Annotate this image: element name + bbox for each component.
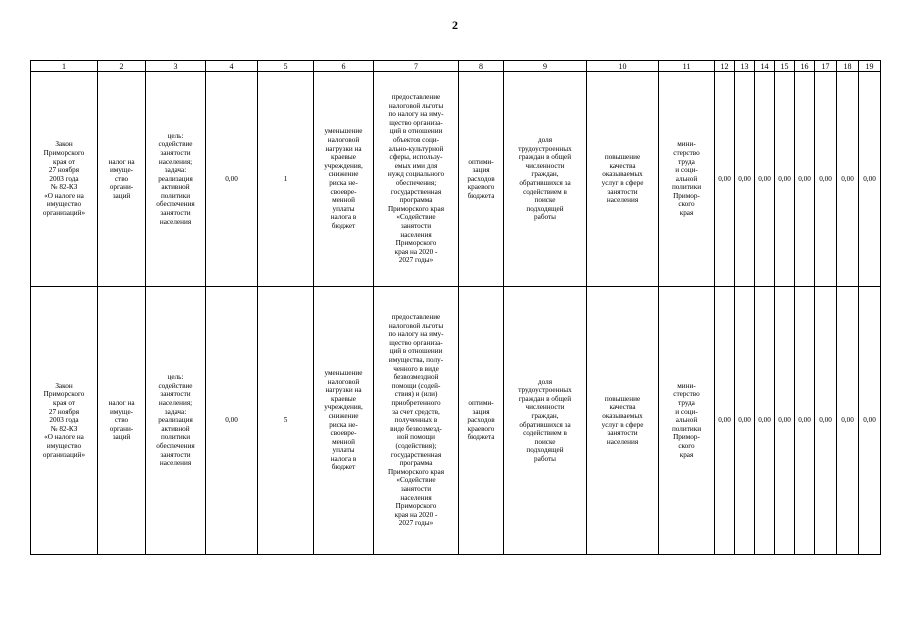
value-cell: 0,00 — [755, 72, 775, 287]
page-number: 2 — [452, 18, 458, 32]
value-cell: 0,00 — [206, 72, 258, 287]
goal-cell: цель: содействие занятости населения; задача: реализация активной политики обеспечения занятости населения — [146, 287, 206, 555]
column-number: 1 — [31, 61, 98, 72]
column-number: 5 — [258, 61, 314, 72]
column-number: 6 — [314, 61, 374, 72]
value-cell: 0,00 — [775, 287, 795, 555]
column-number: 8 — [459, 61, 504, 72]
column-number: 13 — [735, 61, 755, 72]
goal-cell: цель: содействие занятости населения; задача: реализация активной политики обеспечения занятости населения — [146, 72, 206, 287]
column-number: 11 — [659, 61, 715, 72]
column-number: 12 — [715, 61, 735, 72]
value-cell: 5 — [258, 287, 314, 555]
result-cell: повышение качества оказываемых услуг в сфере занятости населения — [587, 287, 659, 555]
table-row — [31, 287, 881, 555]
curator-cell: мини- стерство труда и соци- альной политики Примор- ского края — [659, 287, 715, 555]
value-cell: 0,00 — [715, 72, 735, 287]
value-cell: 0,00 — [837, 287, 859, 555]
column-number-row — [31, 61, 881, 72]
column-number: 18 — [837, 61, 859, 72]
value-cell: 0,00 — [837, 72, 859, 287]
value-cell: 0,00 — [775, 72, 795, 287]
value-cell: 0,00 — [815, 72, 837, 287]
value-cell: 0,00 — [755, 287, 775, 555]
column-number: 15 — [775, 61, 795, 72]
column-number: 7 — [374, 61, 459, 72]
column-number: 17 — [815, 61, 837, 72]
value-cell: 1 — [258, 72, 314, 287]
column-number: 2 — [98, 61, 146, 72]
column-number: 3 — [146, 61, 206, 72]
tax-name-cell: налог на имуще- ство органи- заций — [98, 72, 146, 287]
effect-cell: уменьшение налоговой нагрузки на краевые учреждения, снижение риска не- своевре- менной уплаты налога в бюджет — [314, 287, 374, 555]
benefit-description-cell: предоставление налоговой льготы по налогу на иму- щество организа- ций в отношении имущества, полу- ченного в виде безвозмездной помощи (содей- ствия) и (или) приобретенного за счет средств, полученных в виде безвозмезд- ной помощи (содействия); государственная программа Приморского края «Содействие занятости населения Приморского края на 2020 - 2027 годы» — [374, 287, 459, 555]
law-reference-cell: Закон Приморского края от 27 ноября 2003 года № 82-КЗ «О налоге на имущество организаций» — [31, 287, 98, 555]
value-cell: 0,00 — [206, 287, 258, 555]
column-number: 4 — [206, 61, 258, 72]
column-number: 9 — [504, 61, 587, 72]
column-number: 16 — [795, 61, 815, 72]
value-cell: 0,00 — [859, 72, 881, 287]
column-number: 19 — [859, 61, 881, 72]
value-cell: 0,00 — [795, 72, 815, 287]
value-cell: 0,00 — [859, 287, 881, 555]
law-reference-cell: Закон Приморского края от 27 ноября 2003 года № 82-КЗ «О налоге на имущество организаций» — [31, 72, 98, 287]
value-cell: 0,00 — [715, 287, 735, 555]
column-number: 10 — [587, 61, 659, 72]
benefit-description-cell: предоставление налоговой льготы по налогу на иму- щество организа- ций в отношении объектов соци- ально-культурной сферы, использу- емых ими для нужд социального обеспечения; государственная программа Приморского края «Содействие занятости населения Приморского края на 2020 - 2027 годы» — [374, 72, 459, 287]
value-cell: 0,00 — [735, 72, 755, 287]
result-cell: повышение качества оказываемых услуг в сфере занятости населения — [587, 72, 659, 287]
value-cell: 0,00 — [795, 287, 815, 555]
column-number: 14 — [755, 61, 775, 72]
purpose-cell: оптими- зация расходов краевого бюджета — [459, 287, 504, 555]
curator-cell: мини- стерство труда и соци- альной политики Примор- ского края — [659, 72, 715, 287]
indicator-cell: доля трудоустроенных граждан в общей численности граждан, обратившихся за содействием в поиске подходящей работы — [504, 287, 587, 555]
indicator-cell: доля трудоустроенных граждан в общей численности граждан, обратившихся за содействием в поиске подходящей работы — [504, 72, 587, 287]
table-row — [31, 72, 881, 287]
value-cell: 0,00 — [815, 287, 837, 555]
effect-cell: уменьшение налоговой нагрузки на краевые учреждения, снижение риска не- своевре- менной уплаты налога в бюджет — [314, 72, 374, 287]
tax-name-cell: налог на имуще- ство органи- заций — [98, 287, 146, 555]
tax-expenditure-table — [30, 60, 881, 555]
purpose-cell: оптими- зация расходов краевого бюджета — [459, 72, 504, 287]
value-cell: 0,00 — [735, 287, 755, 555]
